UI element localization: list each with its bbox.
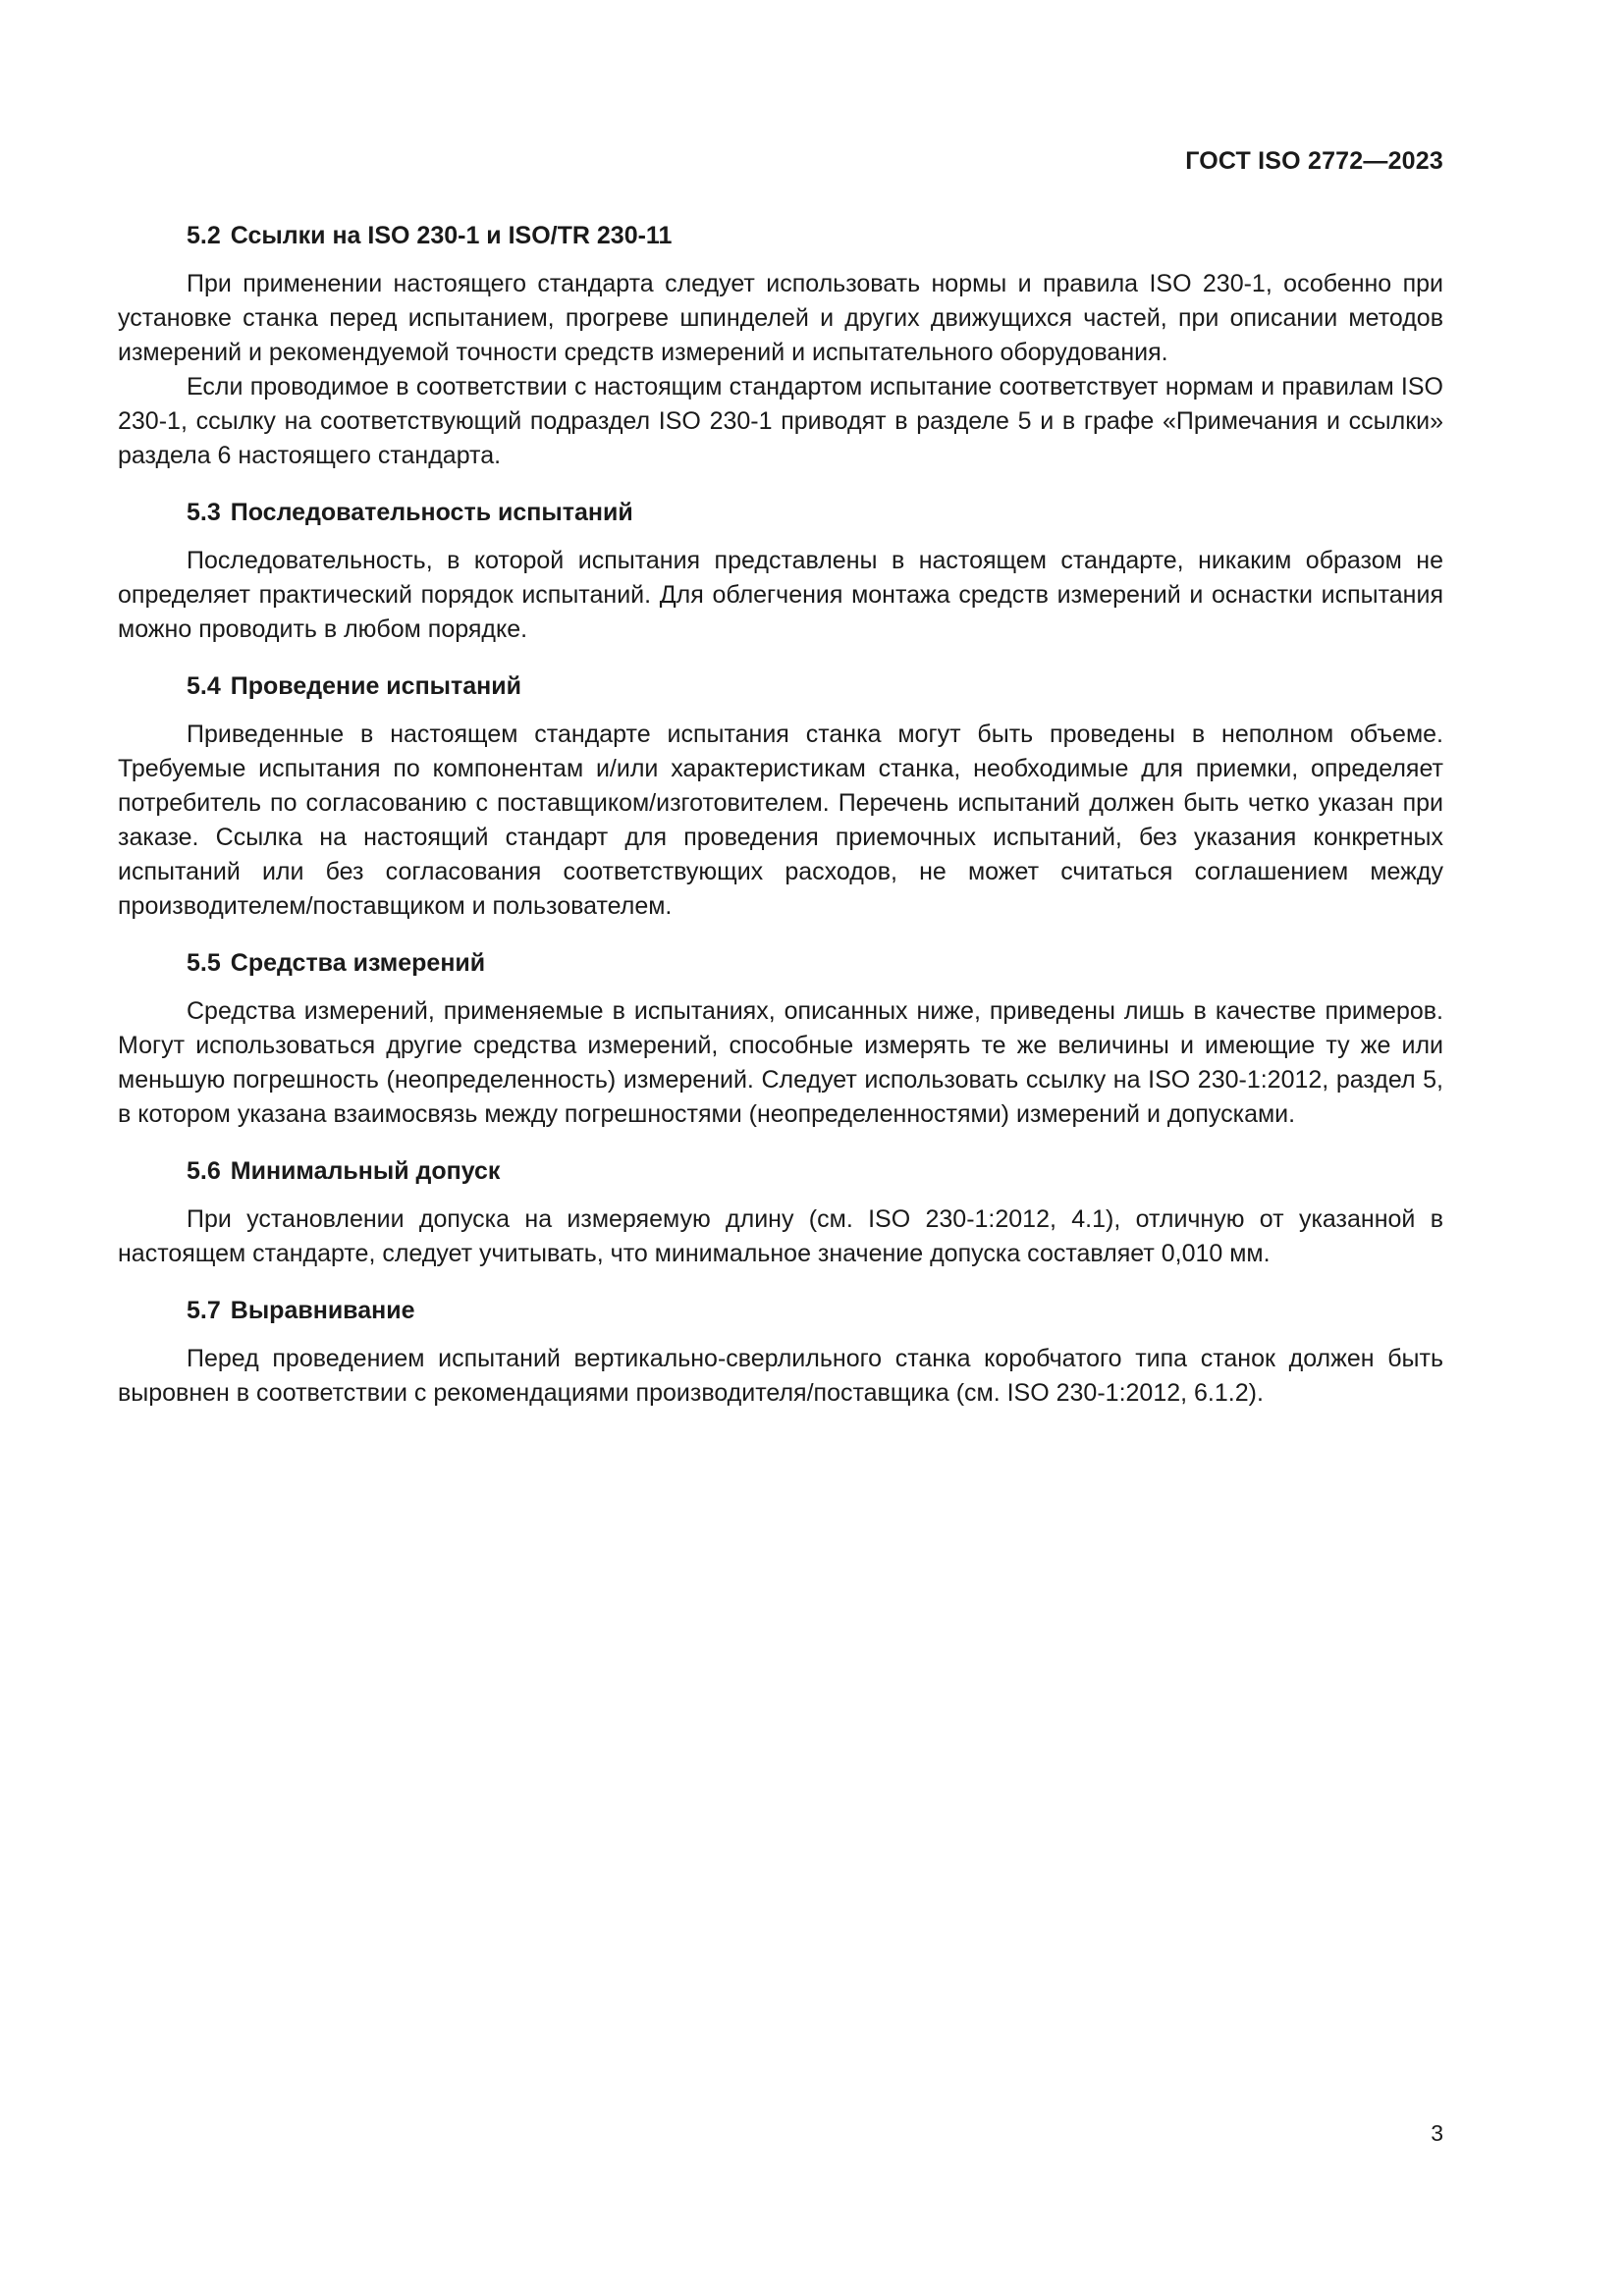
section-heading [118, 1293, 1443, 1328]
section-title: Средства измерений [230, 949, 486, 977]
section-title: Ссылки на ISO 230-1 и ISO/TR 230-11 [230, 222, 673, 249]
section-5-6 [118, 1153, 1443, 1271]
section-heading [118, 218, 1443, 253]
section-heading [118, 945, 1443, 981]
section-number: 5.4 [187, 672, 221, 700]
section-number: 5.7 [187, 1297, 221, 1324]
section-number: 5.2 [187, 222, 221, 249]
section-title: Проведение испытаний [230, 672, 522, 700]
section-number: 5.3 [187, 499, 221, 526]
paragraph: Последовательность, в которой испытания представлены в настоящем стандарте, никаким образом не определяет практический порядок испытаний. Для облегчения монтажа средств измерений и оснастки испытания можно проводить в любом порядке. [118, 547, 1443, 643]
paragraph: Средства измерений, применяемые в испытаниях, описанных ниже, приведены лишь в качестве примеров. Могут использоваться другие средства измерений, способные измерять те же величины и имеющие ту же или меньшую погрешность (неопределенность) измерений. Следует использовать ссылку на ISO 230-1:2012, раздел 5, в котором указана взаимосвязь между погрешностями (неопределенностями) измерений и допусками. [118, 997, 1443, 1128]
paragraph: Перед проведением испытаний вертикально-сверлильного станка коробчатого типа станок должен быть выровнен в соответствии с рекомендациями производителя/поставщика (см. ISO 230-1:2012, 6.1.2). [118, 1345, 1443, 1407]
paragraph: При применении настоящего стандарта следует использовать нормы и правила ISO 230-1, особенно при установке станка перед испытанием, прогреве шпинделей и других движущихся частей, при описании методов измерений и рекомендуемой точности средств измерений и испытательного оборудования. [118, 270, 1443, 366]
section-title: Выравнивание [230, 1297, 415, 1324]
section-5-2 [118, 218, 1443, 473]
section-heading [118, 1153, 1443, 1189]
section-number: 5.6 [187, 1157, 221, 1185]
section-5-5 [118, 945, 1443, 1132]
document-body [118, 218, 1443, 1432]
paragraph: Если проводимое в соответствии с настоящим стандартом испытание соответствует нормам и правилам ISO 230-1, ссылку на соответствующий подраздел ISO 230-1 приводят в разделе 5 и в графе «Примечания и ссылки» раздела 6 настоящего стандарта. [118, 373, 1443, 469]
section-5-3 [118, 495, 1443, 647]
section-title: Минимальный допуск [230, 1157, 501, 1185]
section-title: Последовательность испытаний [230, 499, 633, 526]
section-number: 5.5 [187, 949, 221, 977]
paragraph: При установлении допуска на измеряемую длину (см. ISO 230-1:2012, 4.1), отличную от указанной в настоящем стандарте, следует учитывать, что минимальное значение допуска составляет 0,010 мм. [118, 1205, 1443, 1267]
section-heading [118, 668, 1443, 704]
section-5-4 [118, 668, 1443, 924]
section-5-7 [118, 1293, 1443, 1411]
page-number: 3 [1431, 2120, 1443, 2146]
section-heading [118, 495, 1443, 530]
document-id-header: ГОСТ ISO 2772—2023 [1185, 147, 1443, 175]
paragraph: Приведенные в настоящем стандарте испытания станка могут быть проведены в неполном объеме. Требуемые испытания по компонентам и/или характеристикам станка, необходимые для приемки, определяет потребитель по согласованию с поставщиком/изготовителем. Перечень испытаний должен быть четко указан при заказе. Ссылка на настоящий стандарт для проведения приемочных испытаний, без указания конкретных испытаний или без согласования соответствующих расходов, не может считаться соглашением между производителем/поставщиком и пользователем. [118, 721, 1443, 920]
